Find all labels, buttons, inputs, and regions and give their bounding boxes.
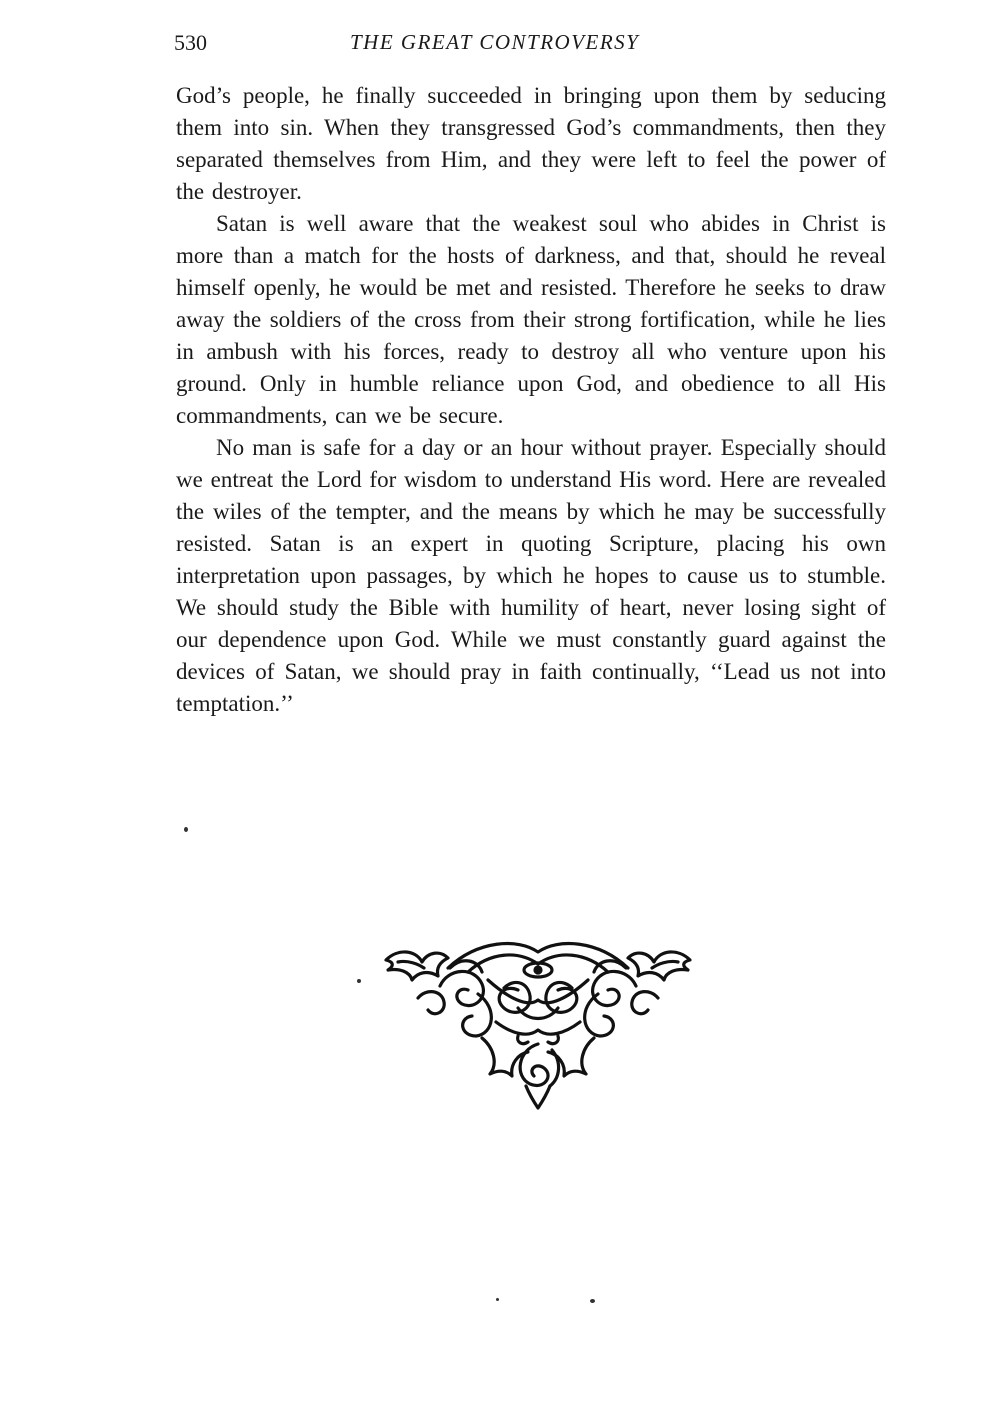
ink-speck <box>184 827 188 832</box>
paragraph-3: No man is safe for a day or an hour without prayer. Especially should we entreat the Lord for wisdom to understand His word. Here are revealed the wiles of the tempter, and the means by which he may be successfully resisted. Satan is an expert in quoting Scripture, placing his own interpretation upon passages, by which he hopes to cause us to stumble. We should study the Bible with humility of heart, never losing sight of our dependence upon God. While we must constantly guard against the devices of Satan, we should pray in faith continually, ‘‘Lead us not into temptation.’’ <box>176 435 886 716</box>
paragraph-2: Satan is well aware that the weakest soul who abides in Christ is more than a match for the hosts of darkness, and that, should he reveal himself openly, he would be met and resisted. Therefore he seeks to draw away the soldiers of the cross from their strong fortification, while he lies in ambush with his forces, ready to destroy all who venture upon his ground. Only in humble reliance upon God, and obedience to all His commandments, can we be secure. <box>176 211 886 428</box>
ink-speck <box>357 979 361 983</box>
floral-tailpiece-icon <box>378 938 698 1110</box>
ink-speck <box>590 1299 595 1303</box>
running-title: THE GREAT CONTROVERSY <box>350 30 640 54</box>
body-text <box>176 80 886 720</box>
page-number: 530 <box>174 30 207 55</box>
ink-speck <box>496 1298 499 1301</box>
paragraph-1: God’s people, he finally succeeded in bringing upon them by seducing them into sin. When they transgressed God’s commandments, then they separated themselves from Him, and they were left to feel the power of the destroyer. <box>176 83 886 204</box>
page-header <box>174 30 886 62</box>
